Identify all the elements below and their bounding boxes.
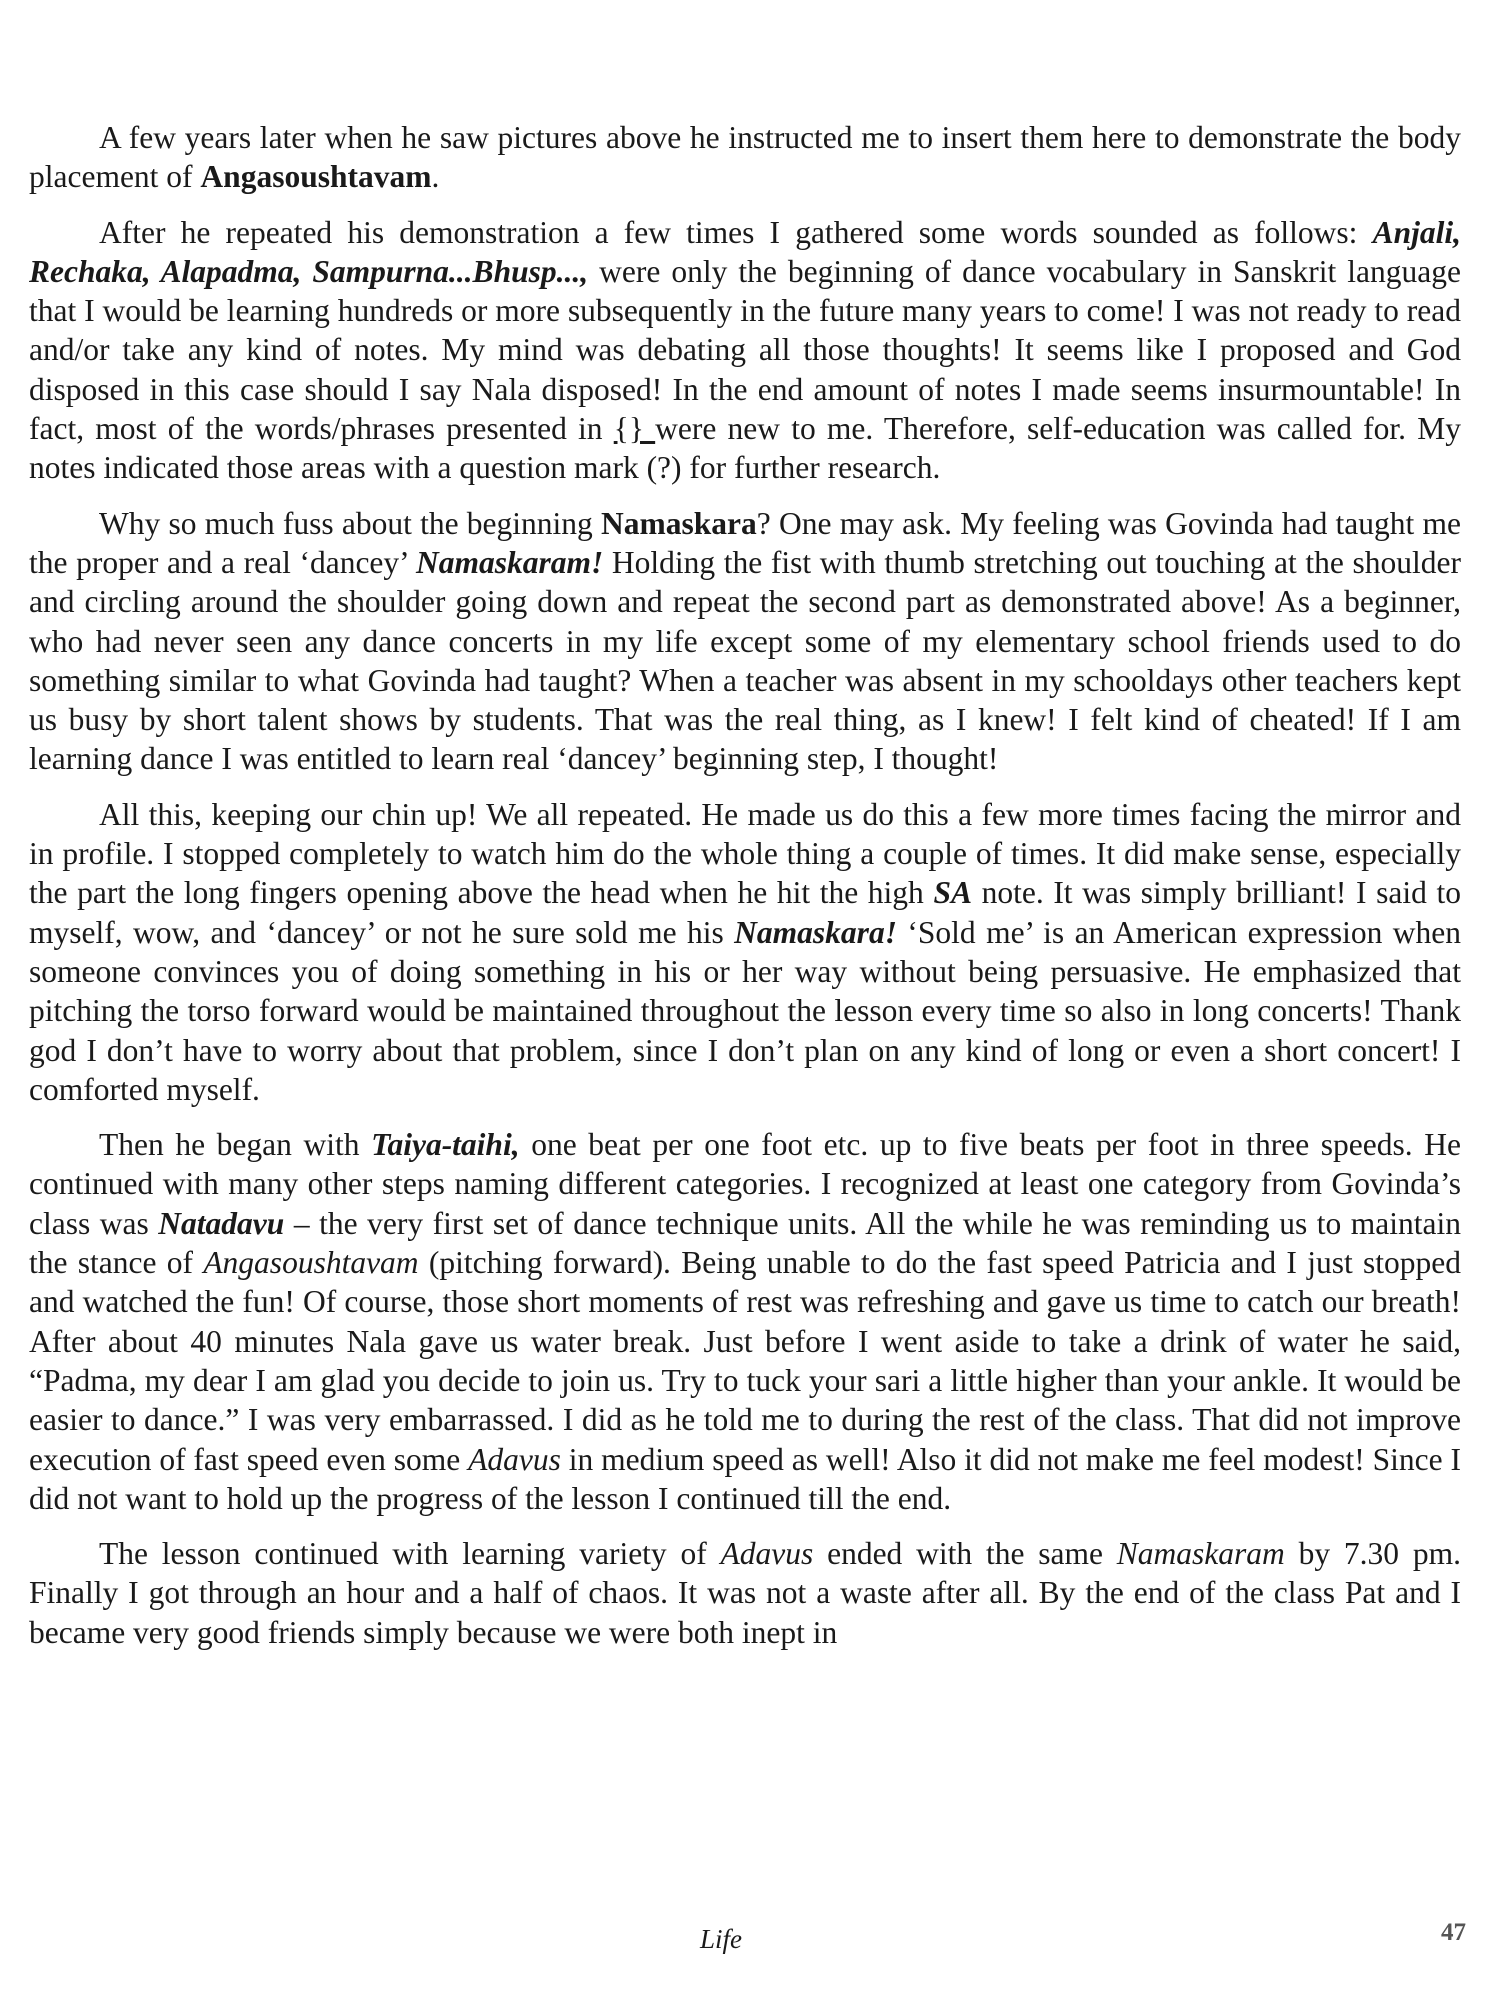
text-run: Namaskaram! [415, 544, 604, 580]
text-run: Taiya-taihi, [371, 1127, 520, 1163]
page-number: 47 [1441, 1919, 1466, 1946]
text-run: Anjali, Rechaka, Alapadma, Sampurna...Bhusp..., [29, 214, 1461, 289]
text-run: Namaskara! [734, 914, 897, 950]
text-run: ended with the same [813, 1536, 1117, 1572]
text-run: Natadavu [158, 1205, 285, 1241]
text-run: Why so much fuss about the beginning [99, 505, 602, 541]
text-run: {} [613, 411, 656, 447]
paragraph-3 [29, 504, 1461, 779]
text-run: one beat per one foot etc. up to five beats per foot in three speeds. He continued with many other steps naming different categories. I recognized at least one category from Govinda’s class was [29, 1127, 1461, 1241]
text-run: All this, keeping our chin up! We all repeated. He made us do this a few more times facing the mirror and in profile. I stopped completely to watch him do the whole thing a couple of times. It did make sense, especially the part the long fingers opening above the head when he hit the high [29, 796, 1461, 911]
text-run: ‘Sold me’ is an American expression when someone convinces you of doing something in his or her way without being persuasive. He emphasized that pitching the torso forward would be maintained throughout the lesson every time so also in long concerts! Thank god I don’t have to worry about that problem, since I don’t plan on any kind of long or even a short concert! I comforted myself. [29, 914, 1461, 1107]
paragraph-5 [29, 1125, 1461, 1518]
paragraph-1 [29, 118, 1461, 197]
text-run: in medium speed as well! Also it did not make me feel modest! Since I did not want to hold up the progress of the lesson I continued till the end. [29, 1441, 1462, 1516]
text-run: The lesson continued with learning variety of [99, 1536, 721, 1572]
text-run: Adavus [720, 1536, 814, 1572]
paragraph-2 [29, 213, 1461, 488]
text-run: Namaskara [601, 505, 757, 541]
text-run: Angasoushtavam [200, 159, 432, 195]
text-run: Holding the fist with thumb stretching out touching at the shoulder and circling around the shoulder going down and repeat the second part as demonstrated above! As a beginner, who had never seen any dance concerts in my life except some of my elementary school friends used to do something similar to what Govinda had taught? When a teacher was absent in my schooldays other teachers kept us busy by short talent shows by students. That was the real thing, as I knew! I felt kind of cheated! If I am learning dance I was entitled to learn real ‘dancey’ beginning step, I thought! [29, 544, 1461, 777]
text-run: note. It was simply brilliant! I said to myself, wow, and ‘dancey’ or not he sure sold me his [29, 875, 1461, 950]
text-run: Then he began with [99, 1127, 372, 1163]
text-run: ? One may ask. My feeling was Govinda had taught me the proper and a real ‘dancey’ [29, 505, 1461, 580]
text-run: A few years later when he saw pictures above he instructed me to insert them here to demonstrate the body placement of [29, 120, 1461, 195]
text-run: Namaskaram [1116, 1536, 1285, 1572]
text-run: . [431, 159, 440, 195]
text-run: (pitching forward). Being unable to do the fast speed Patricia and I just stopped and watched the fun! Of course, those short moments of rest was refreshing and gave us time to catch our breath! After about 40 minutes Nala gave us water break. Just before I went aside to take a drink of water he said, “Padma, my dear I am glad you decide to join us. Try to tuck your sari a little higher than your ankle. It would be easier to dance.” I was very embarrassed. I did as he told me to during the rest of the class. That did not improve execution of fast speed even some [29, 1245, 1461, 1477]
text-run: were only the beginning of dance vocabulary in Sanskrit language that I would be learning hundreds or more subsequently in the future many years to come! I was not ready to read and/or take any kind of notes. My mind was debating all those thoughts! It seems like I proposed and God disposed in this case should I say Nala disposed! In the end amount of notes I made seems insurmountable! In fact, most of the words/phrases presented in [29, 253, 1461, 447]
text-run: SA [933, 875, 972, 911]
text-run: – the very first set of dance technique units. All the while he was reminding us to maintain the stance of [29, 1205, 1461, 1281]
text-run: by 7.30 pm. Finally I got through an hour and a half of chaos. It was not a waste after all. By the end of the class Pat and I became very good friends simply because we were both inept in [29, 1536, 1461, 1650]
paragraph-6 [29, 1534, 1461, 1652]
paragraph-4 [29, 795, 1461, 1109]
page-body [29, 118, 1461, 1668]
text-run: Angasoushtavam [203, 1245, 419, 1281]
running-footer-title: Life [700, 1924, 743, 1954]
text-run: Adavus [468, 1441, 561, 1477]
text-run: were new to me. Therefore, self-education was called for. My notes indicated those areas with a question mark (?) for further research. [29, 411, 1461, 486]
text-run: After he repeated his demonstration a few times I gathered some words sounded as follows: [99, 214, 1373, 250]
